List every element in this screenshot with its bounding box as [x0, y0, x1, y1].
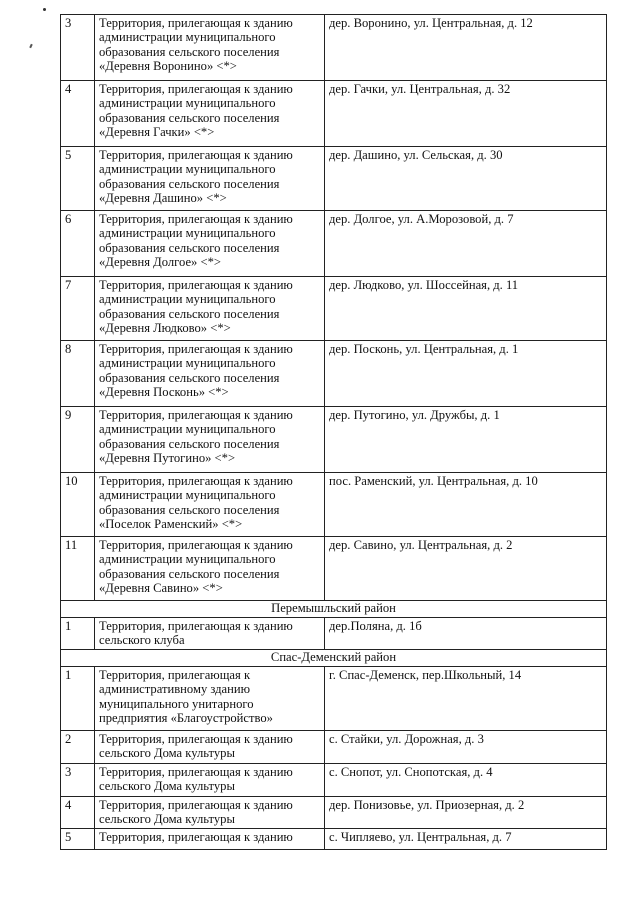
table-row — [61, 829, 607, 850]
row-number: 4 — [61, 797, 95, 829]
row-address: с. Снопот, ул. Снопотская, д. 4 — [325, 764, 607, 797]
row-territory: Территория, прилегающая к зданию администрации муниципального образования сельского поселения «Деревня Гачки» <*> — [95, 81, 325, 147]
row-number: 7 — [61, 277, 95, 341]
row-number: 4 — [61, 81, 95, 147]
row-address: дер.Поляна, д. 1б — [325, 618, 607, 650]
table-row — [61, 147, 607, 211]
table-row — [61, 797, 607, 829]
row-address: дер. Понизовье, ул. Приозерная, д. 2 — [325, 797, 607, 829]
table-row — [61, 731, 607, 764]
row-number: 6 — [61, 211, 95, 277]
row-territory: Территория, прилегающая к зданию сельского Дома культуры — [95, 764, 325, 797]
row-territory: Территория, прилегающая к административному зданию муниципального унитарного предприятия «Благоустройство» — [95, 667, 325, 731]
row-number: 1 — [61, 618, 95, 650]
row-territory: Территория, прилегающая к зданию сельского клуба — [95, 618, 325, 650]
section-row — [61, 601, 607, 618]
row-address: с. Чипляево, ул. Центральная, д. 7 — [325, 829, 607, 850]
row-territory: Территория, прилегающая к зданию администрации муниципального образования сельского поселения «Поселок Раменский» <*> — [95, 473, 325, 537]
row-number: 5 — [61, 829, 95, 850]
row-address: дер. Воронино, ул. Центральная, д. 12 — [325, 15, 607, 81]
scan-speck — [29, 44, 33, 48]
table-row — [61, 764, 607, 797]
row-number: 5 — [61, 147, 95, 211]
row-territory: Территория, прилегающая к зданию администрации муниципального образования сельского поселения «Деревня Посконь» <*> — [95, 341, 325, 407]
territory-table — [60, 14, 607, 850]
row-number: 10 — [61, 473, 95, 537]
row-territory: Территория, прилегающая к зданию администрации муниципального образования сельского поселения «Деревня Воронино» <*> — [95, 15, 325, 81]
row-number: 11 — [61, 537, 95, 601]
table-row — [61, 211, 607, 277]
table-row — [61, 537, 607, 601]
row-address: дер. Посконь, ул. Центральная, д. 1 — [325, 341, 607, 407]
section-heading: Перемышльский район — [61, 601, 607, 618]
row-address: дер. Гачки, ул. Центральная, д. 32 — [325, 81, 607, 147]
section-heading: Спас-Деменский район — [61, 650, 607, 667]
row-number: 1 — [61, 667, 95, 731]
table-row — [61, 473, 607, 537]
row-address: г. Спас-Деменск, пер.Школьный, 14 — [325, 667, 607, 731]
table-row — [61, 667, 607, 731]
table-row — [61, 618, 607, 650]
row-address: дер. Савино, ул. Центральная, д. 2 — [325, 537, 607, 601]
table-row — [61, 407, 607, 473]
table-row — [61, 15, 607, 81]
row-number: 3 — [61, 764, 95, 797]
row-territory: Территория, прилегающая к зданию администрации муниципального образования сельского поселения «Деревня Савино» <*> — [95, 537, 325, 601]
row-territory: Территория, прилегающая к зданию сельского Дома культуры — [95, 731, 325, 764]
row-address: дер. Долгое, ул. А.Морозовой, д. 7 — [325, 211, 607, 277]
section-row — [61, 650, 607, 667]
scan-speck — [43, 8, 46, 11]
row-number: 8 — [61, 341, 95, 407]
row-number: 3 — [61, 15, 95, 81]
row-address: дер. Людково, ул. Шоссейная, д. 11 — [325, 277, 607, 341]
row-territory: Территория, прилегающая к зданию администрации муниципального образования сельского поселения «Деревня Людково» <*> — [95, 277, 325, 341]
table-row — [61, 81, 607, 147]
table-row — [61, 341, 607, 407]
row-number: 2 — [61, 731, 95, 764]
row-territory: Территория, прилегающая к зданию — [95, 829, 325, 850]
row-number: 9 — [61, 407, 95, 473]
row-address: пос. Раменский, ул. Центральная, д. 10 — [325, 473, 607, 537]
row-territory: Территория, прилегающая к зданию администрации муниципального образования сельского поселения «Деревня Долгое» <*> — [95, 211, 325, 277]
row-territory: Территория, прилегающая к зданию сельского Дома культуры — [95, 797, 325, 829]
row-address: дер. Путогино, ул. Дружбы, д. 1 — [325, 407, 607, 473]
row-territory: Территория, прилегающая к зданию администрации муниципального образования сельского поселения «Деревня Дашино» <*> — [95, 147, 325, 211]
row-address: с. Стайки, ул. Дорожная, д. 3 — [325, 731, 607, 764]
row-territory: Территория, прилегающая к зданию администрации муниципального образования сельского поселения «Деревня Путогино» <*> — [95, 407, 325, 473]
row-address: дер. Дашино, ул. Сельская, д. 30 — [325, 147, 607, 211]
table-row — [61, 277, 607, 341]
